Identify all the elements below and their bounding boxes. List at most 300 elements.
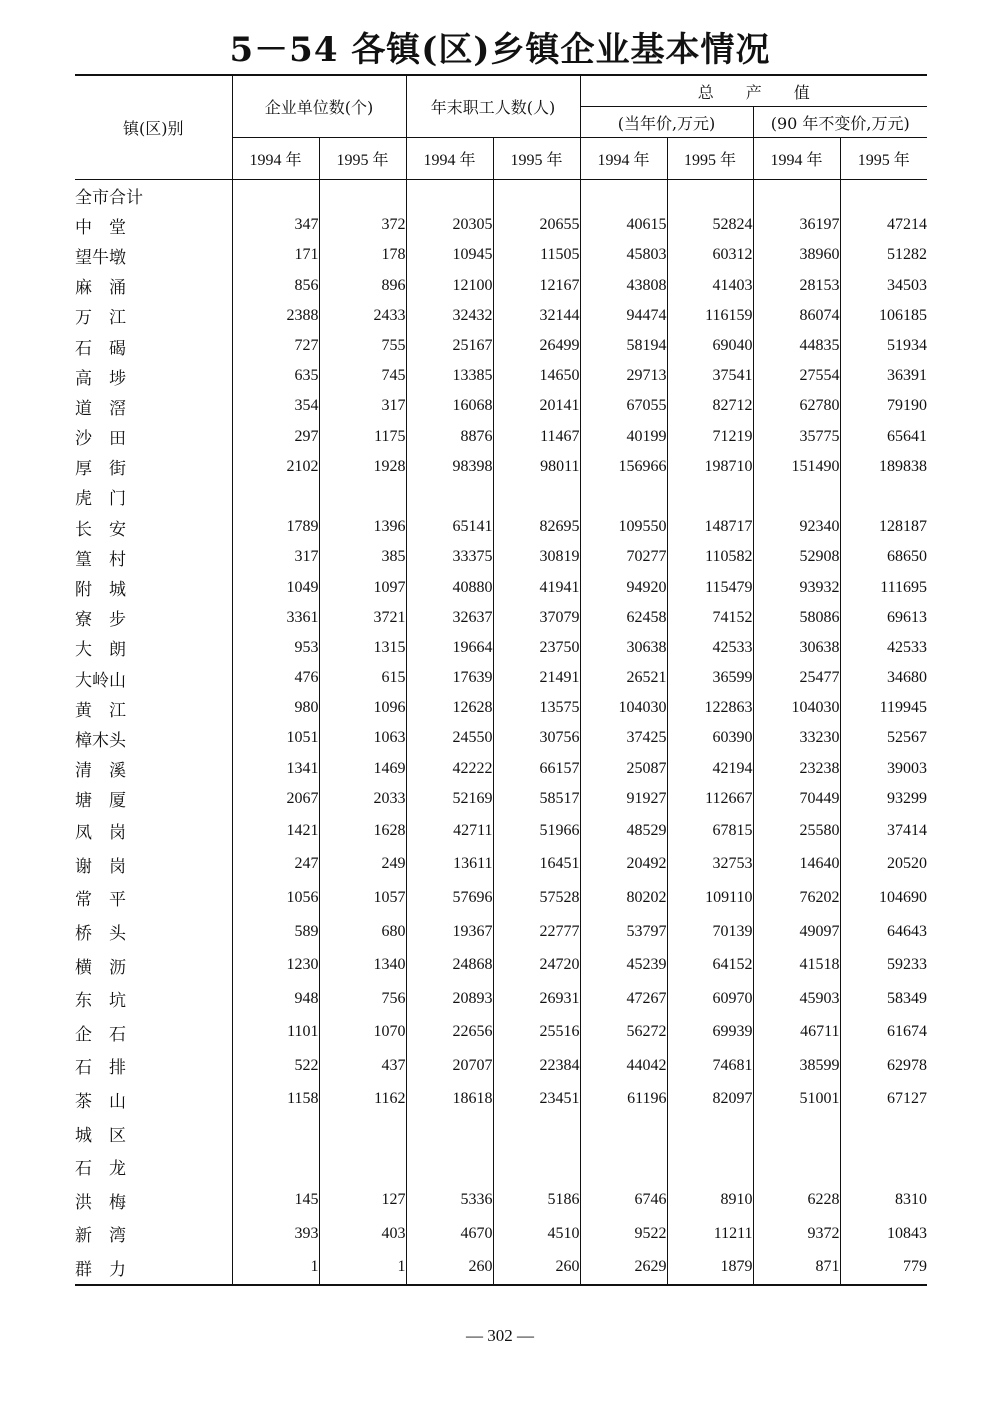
- cell-value: 9522: [580, 1217, 667, 1251]
- region-name: 凤 岗: [75, 823, 126, 844]
- cell-value: 70277: [580, 542, 667, 572]
- year-header: 1995 年: [493, 138, 580, 180]
- cell-value: 2629: [580, 1251, 667, 1286]
- cell-value: 522: [232, 1049, 319, 1083]
- cell-value: 1: [319, 1251, 406, 1286]
- cell-value: 23750: [493, 633, 580, 663]
- cell-value: 69613: [840, 603, 927, 633]
- region-name: 茶 山: [75, 1091, 126, 1112]
- data-table: [75, 74, 927, 1286]
- cell-value: 615: [319, 663, 406, 693]
- cell-value: 58517: [493, 784, 580, 814]
- cell-value: 1396: [319, 512, 406, 542]
- cell-value: [753, 1150, 840, 1184]
- cell-value: 1063: [319, 723, 406, 753]
- table-row: [75, 1150, 927, 1184]
- cell-value: [753, 1116, 840, 1150]
- cell-value: 20305: [406, 210, 493, 240]
- cell-value: 127: [319, 1183, 406, 1217]
- cell-value: [667, 1150, 753, 1184]
- cell-value: 24550: [406, 723, 493, 753]
- cell-value: 86074: [753, 301, 840, 331]
- cell-value: 20520: [840, 848, 927, 882]
- table-row: [75, 301, 927, 331]
- cell-value: [667, 1116, 753, 1150]
- cell-value: [319, 482, 406, 512]
- cell-value: 52908: [753, 542, 840, 572]
- region-name: 群 力: [75, 1251, 232, 1286]
- year-header: 1994 年: [580, 138, 667, 180]
- cell-value: 12100: [406, 271, 493, 301]
- cell-value: 58349: [840, 982, 927, 1016]
- cell-value: 871: [753, 1251, 840, 1286]
- cell-value: 260: [406, 1251, 493, 1286]
- cell-value: 19367: [406, 915, 493, 949]
- cell-value: 36599: [667, 663, 753, 693]
- region-name: 桥 头: [75, 924, 126, 945]
- table-row: [75, 663, 927, 693]
- cell-value: 82097: [667, 1083, 753, 1117]
- cell-value: 13385: [406, 361, 493, 391]
- cell-value: 32637: [406, 603, 493, 633]
- region-name: 清 溪: [75, 761, 126, 782]
- cell-value: 25477: [753, 663, 840, 693]
- cell-value: 30819: [493, 542, 580, 572]
- cell-value: [580, 180, 667, 211]
- cell-value: 58086: [753, 603, 840, 633]
- cell-value: 1096: [319, 693, 406, 723]
- cell-value: 119945: [840, 693, 927, 723]
- cell-value: 13611: [406, 848, 493, 882]
- cell-value: 57696: [406, 881, 493, 915]
- table-row: [75, 271, 927, 301]
- constant-price-header: (90 年不变价,万元): [753, 107, 927, 138]
- cell-value: 109110: [667, 881, 753, 915]
- cell-value: 6746: [580, 1183, 667, 1217]
- cell-value: 36197: [753, 210, 840, 240]
- cell-value: 70139: [667, 915, 753, 949]
- cell-value: 317: [319, 391, 406, 421]
- region-name: 高 埗: [75, 368, 126, 389]
- table-row: [75, 1217, 927, 1251]
- cell-value: 34503: [840, 271, 927, 301]
- cell-value: 104030: [753, 693, 840, 723]
- region-name: 虎 门: [75, 489, 126, 510]
- cell-value: 40199: [580, 422, 667, 452]
- cell-value: 19664: [406, 633, 493, 663]
- region-name: 厚 街: [75, 459, 126, 480]
- cell-value: 948: [232, 982, 319, 1016]
- cell-value: 20893: [406, 982, 493, 1016]
- enterprises-header: 企业单位数(个): [232, 75, 406, 138]
- cell-value: 52567: [840, 723, 927, 753]
- cell-value: [232, 482, 319, 512]
- cell-value: 12628: [406, 693, 493, 723]
- table-row: [75, 603, 927, 633]
- cell-value: 1315: [319, 633, 406, 663]
- region-name: 附 城: [75, 580, 126, 601]
- table-row: [75, 361, 927, 391]
- cell-value: 156966: [580, 452, 667, 482]
- cell-value: 69939: [667, 1016, 753, 1050]
- cell-value: 171: [232, 240, 319, 270]
- cell-value: 980: [232, 693, 319, 723]
- cell-value: 37079: [493, 603, 580, 633]
- cell-value: [406, 1116, 493, 1150]
- cell-value: 30756: [493, 723, 580, 753]
- cell-value: 110582: [667, 542, 753, 572]
- cell-value: 8910: [667, 1183, 753, 1217]
- table-row: [75, 948, 927, 982]
- table-row: [75, 814, 927, 848]
- cell-value: 1789: [232, 512, 319, 542]
- table-row: [75, 754, 927, 784]
- cell-value: 38960: [753, 240, 840, 270]
- cell-value: 189838: [840, 452, 927, 482]
- cell-value: 94474: [580, 301, 667, 331]
- cell-value: 2033: [319, 784, 406, 814]
- employees-header: 年末职工人数(人): [406, 75, 580, 138]
- cell-value: 476: [232, 663, 319, 693]
- cell-value: 26521: [580, 663, 667, 693]
- cell-value: 65141: [406, 512, 493, 542]
- cell-value: 104030: [580, 693, 667, 723]
- cell-value: [493, 1150, 580, 1184]
- cell-value: 57528: [493, 881, 580, 915]
- cell-value: 148717: [667, 512, 753, 542]
- cell-value: 756: [319, 982, 406, 1016]
- cell-value: 12167: [493, 271, 580, 301]
- cell-value: 3721: [319, 603, 406, 633]
- cell-value: 1049: [232, 572, 319, 602]
- year-header: 1995 年: [840, 138, 927, 180]
- cell-value: 297: [232, 422, 319, 452]
- cell-value: 44835: [753, 331, 840, 361]
- cell-value: 53797: [580, 915, 667, 949]
- cell-value: 64643: [840, 915, 927, 949]
- cell-value: 46711: [753, 1016, 840, 1050]
- cell-value: [493, 482, 580, 512]
- table-row: [75, 1049, 927, 1083]
- cell-value: 385: [319, 542, 406, 572]
- cell-value: 65641: [840, 422, 927, 452]
- cell-value: 52824: [667, 210, 753, 240]
- cell-value: 403: [319, 1217, 406, 1251]
- region-name: 万 江: [75, 308, 126, 329]
- cell-value: 22384: [493, 1049, 580, 1083]
- cell-value: 856: [232, 271, 319, 301]
- cell-value: 60390: [667, 723, 753, 753]
- cell-value: [319, 1116, 406, 1150]
- cell-value: 347: [232, 210, 319, 240]
- cell-value: 80202: [580, 881, 667, 915]
- current-price-header: (当年价,万元): [580, 107, 753, 138]
- cell-value: 372: [319, 210, 406, 240]
- cell-value: 33375: [406, 542, 493, 572]
- cell-value: 953: [232, 633, 319, 663]
- region-name: 篁 村: [75, 549, 126, 570]
- cell-value: 2102: [232, 452, 319, 482]
- cell-value: 51001: [753, 1083, 840, 1117]
- cell-value: 42194: [667, 754, 753, 784]
- cell-value: 48529: [580, 814, 667, 848]
- table-row: [75, 180, 927, 211]
- cell-value: 70449: [753, 784, 840, 814]
- cell-value: 1: [232, 1251, 319, 1286]
- cell-value: 745: [319, 361, 406, 391]
- table-row: [75, 1083, 927, 1117]
- cell-value: 66157: [493, 754, 580, 784]
- cell-value: 37414: [840, 814, 927, 848]
- cell-value: 62780: [753, 391, 840, 421]
- cell-value: 45803: [580, 240, 667, 270]
- cell-value: 58194: [580, 331, 667, 361]
- cell-value: 5336: [406, 1183, 493, 1217]
- cell-value: 68650: [840, 542, 927, 572]
- cell-value: 45903: [753, 982, 840, 1016]
- cell-value: [493, 1116, 580, 1150]
- cell-value: 20655: [493, 210, 580, 240]
- cell-value: 32144: [493, 301, 580, 331]
- region-name: 麻 涌: [75, 278, 126, 299]
- cell-value: [319, 1150, 406, 1184]
- cell-value: 47214: [840, 210, 927, 240]
- region-name: 大 朗: [75, 640, 126, 661]
- table-row: [75, 572, 927, 602]
- cell-value: 1056: [232, 881, 319, 915]
- cell-value: 354: [232, 391, 319, 421]
- cell-value: 38599: [753, 1049, 840, 1083]
- table-row: [75, 1251, 927, 1286]
- cell-value: [667, 482, 753, 512]
- cell-value: 122863: [667, 693, 753, 723]
- table-row: [75, 1116, 927, 1150]
- cell-value: 680: [319, 915, 406, 949]
- cell-value: [580, 1116, 667, 1150]
- table-row: [75, 881, 927, 915]
- cell-value: 62458: [580, 603, 667, 633]
- table-row: [75, 391, 927, 421]
- cell-value: 98398: [406, 452, 493, 482]
- cell-value: 106185: [840, 301, 927, 331]
- region-name: 石 碣: [75, 338, 126, 359]
- cell-value: [667, 180, 753, 211]
- cell-value: 145: [232, 1183, 319, 1217]
- cell-value: 779: [840, 1251, 927, 1286]
- cell-value: 43808: [580, 271, 667, 301]
- cell-value: 37425: [580, 723, 667, 753]
- cell-value: 91927: [580, 784, 667, 814]
- cell-value: 40615: [580, 210, 667, 240]
- cell-value: 32753: [667, 848, 753, 882]
- cell-value: 93932: [753, 572, 840, 602]
- cell-value: 82695: [493, 512, 580, 542]
- cell-value: 56272: [580, 1016, 667, 1050]
- cell-value: 60970: [667, 982, 753, 1016]
- cell-value: 25167: [406, 331, 493, 361]
- cell-value: [232, 1150, 319, 1184]
- cell-value: 111695: [840, 572, 927, 602]
- cell-value: 26499: [493, 331, 580, 361]
- cell-value: 41941: [493, 572, 580, 602]
- cell-value: 10843: [840, 1217, 927, 1251]
- cell-value: [840, 1116, 927, 1150]
- cell-value: 112667: [667, 784, 753, 814]
- region-name: 洪 梅: [75, 1192, 126, 1213]
- year-header: 1994 年: [753, 138, 840, 180]
- cell-value: 74152: [667, 603, 753, 633]
- cell-value: [753, 180, 840, 211]
- cell-value: 33230: [753, 723, 840, 753]
- cell-value: [840, 482, 927, 512]
- cell-value: [840, 180, 927, 211]
- cell-value: 896: [319, 271, 406, 301]
- cell-value: 59233: [840, 948, 927, 982]
- cell-value: 151490: [753, 452, 840, 482]
- cell-value: 1340: [319, 948, 406, 982]
- cell-value: 178: [319, 240, 406, 270]
- cell-value: 14650: [493, 361, 580, 391]
- cell-value: 1341: [232, 754, 319, 784]
- table-row: [75, 482, 927, 512]
- cell-value: 10945: [406, 240, 493, 270]
- cell-value: 39003: [840, 754, 927, 784]
- cell-value: 74681: [667, 1049, 753, 1083]
- cell-value: 1421: [232, 814, 319, 848]
- cell-value: 5186: [493, 1183, 580, 1217]
- cell-value: 67127: [840, 1083, 927, 1117]
- cell-value: 40880: [406, 572, 493, 602]
- table-row: [75, 512, 927, 542]
- cell-value: 26931: [493, 982, 580, 1016]
- cell-value: 1051: [232, 723, 319, 753]
- cell-value: 30638: [580, 633, 667, 663]
- cell-value: 67815: [667, 814, 753, 848]
- cell-value: 41518: [753, 948, 840, 982]
- cell-value: 25087: [580, 754, 667, 784]
- table-row: [75, 982, 927, 1016]
- cell-value: 21491: [493, 663, 580, 693]
- cell-value: 2388: [232, 301, 319, 331]
- cell-value: 51934: [840, 331, 927, 361]
- cell-value: 42222: [406, 754, 493, 784]
- cell-value: 260: [493, 1251, 580, 1286]
- cell-value: 1057: [319, 881, 406, 915]
- cell-value: 36391: [840, 361, 927, 391]
- cell-value: 23238: [753, 754, 840, 784]
- cell-value: 8310: [840, 1183, 927, 1217]
- cell-value: 94920: [580, 572, 667, 602]
- cell-value: 29713: [580, 361, 667, 391]
- cell-value: 1230: [232, 948, 319, 982]
- cell-value: 6228: [753, 1183, 840, 1217]
- cell-value: 27554: [753, 361, 840, 391]
- cell-value: 49097: [753, 915, 840, 949]
- cell-value: 23451: [493, 1083, 580, 1117]
- cell-value: 17639: [406, 663, 493, 693]
- cell-value: 61196: [580, 1083, 667, 1117]
- region-name: 中 堂: [75, 217, 126, 238]
- output-header: 总 产 值: [580, 75, 927, 107]
- cell-value: 69040: [667, 331, 753, 361]
- table-row: [75, 784, 927, 814]
- cell-value: 755: [319, 331, 406, 361]
- cell-value: 1928: [319, 452, 406, 482]
- cell-value: 20707: [406, 1049, 493, 1083]
- region-name: 黄 江: [75, 700, 126, 721]
- cell-value: 45239: [580, 948, 667, 982]
- region-name: 望牛墩: [75, 247, 126, 268]
- cell-value: 3361: [232, 603, 319, 633]
- cell-value: 79190: [840, 391, 927, 421]
- cell-value: 82712: [667, 391, 753, 421]
- cell-value: [406, 180, 493, 211]
- cell-value: 25516: [493, 1016, 580, 1050]
- cell-value: 35775: [753, 422, 840, 452]
- cell-value: [580, 482, 667, 512]
- year-header: 1994 年: [232, 138, 319, 180]
- cell-value: [753, 482, 840, 512]
- region-name: 新 湾: [75, 1226, 126, 1247]
- cell-value: 61674: [840, 1016, 927, 1050]
- page-number: — 302 —: [466, 1326, 534, 1345]
- region-name: 沙 田: [75, 429, 126, 450]
- cell-value: 67055: [580, 391, 667, 421]
- region-name: 寮 步: [75, 610, 126, 631]
- region-name: 常 平: [75, 890, 126, 911]
- table-row: [75, 1016, 927, 1050]
- page-title: 5－54 各镇(区)乡镇企业基本情况: [229, 30, 771, 70]
- year-header: 1995 年: [667, 138, 753, 180]
- region-name: 道 滘: [75, 398, 126, 419]
- region-name: 长 安: [75, 519, 126, 540]
- table-row: [75, 723, 927, 753]
- table-row: [75, 210, 927, 240]
- cell-value: 42533: [840, 633, 927, 663]
- cell-value: 109550: [580, 512, 667, 542]
- cell-value: 11211: [667, 1217, 753, 1251]
- cell-value: 2067: [232, 784, 319, 814]
- cell-value: 51966: [493, 814, 580, 848]
- region-name: 城 区: [75, 1125, 126, 1146]
- region-name: 企 石: [75, 1024, 126, 1045]
- table-row: [75, 1183, 927, 1217]
- table-row: [75, 542, 927, 572]
- cell-value: 115479: [667, 572, 753, 602]
- table-row: [75, 331, 927, 361]
- region-name: 石 排: [75, 1058, 126, 1079]
- cell-value: 247: [232, 848, 319, 882]
- cell-value: 104690: [840, 881, 927, 915]
- cell-value: 71219: [667, 422, 753, 452]
- region-name: 全市合计: [75, 187, 143, 208]
- cell-value: 44042: [580, 1049, 667, 1083]
- cell-value: 437: [319, 1049, 406, 1083]
- table-row: [75, 452, 927, 482]
- cell-value: 93299: [840, 784, 927, 814]
- table-row: [75, 915, 927, 949]
- cell-value: 25580: [753, 814, 840, 848]
- table-row: [75, 633, 927, 663]
- cell-value: 9372: [753, 1217, 840, 1251]
- table-row: [75, 848, 927, 882]
- table-row: [75, 240, 927, 270]
- region-name: 谢 岗: [75, 856, 126, 877]
- cell-value: 20492: [580, 848, 667, 882]
- cell-value: 30638: [753, 633, 840, 663]
- year-header: 1995 年: [319, 138, 406, 180]
- cell-value: 116159: [667, 301, 753, 331]
